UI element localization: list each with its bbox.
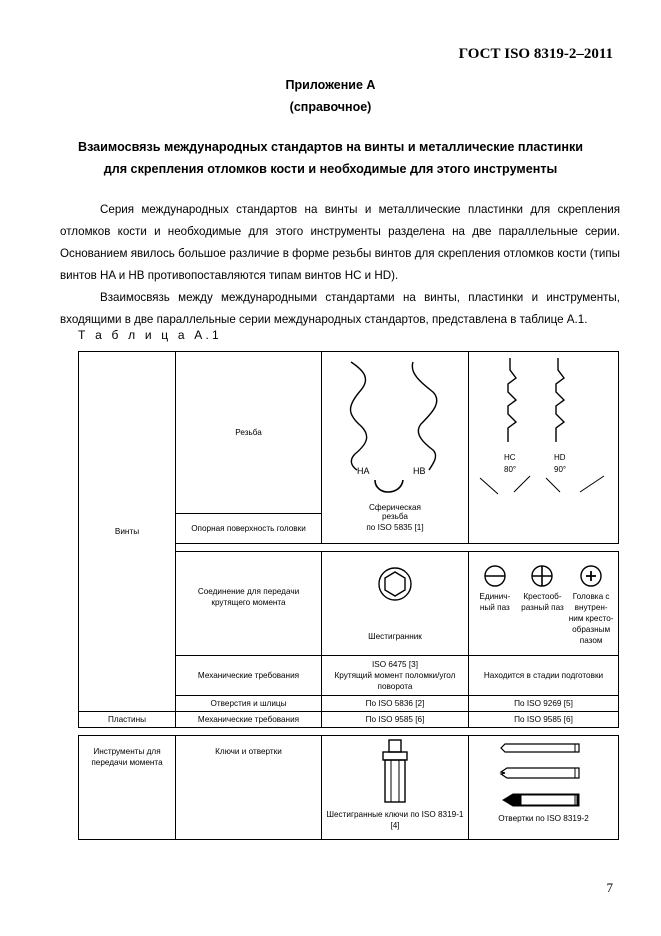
heading-line-1: Взаимосвязь международных стандартов на винты и металлические пластинки: [77, 140, 584, 154]
standards-table: [78, 351, 619, 840]
cell-conical-thread: [469, 352, 619, 544]
cell-instruments: Инструменты для передачи момента: [79, 736, 176, 840]
cell-in-preparation: Находится в стадии подготовки: [469, 656, 619, 696]
cell-iso9269: По ISO 9269 [5]: [469, 696, 619, 712]
annex-type: (справочное): [289, 100, 372, 114]
cell-iso9585-b: По ISO 9585 [6]: [469, 712, 619, 728]
annex-title: Приложение А: [285, 78, 376, 92]
cross-recess: Головка с внутрен-ним кресто-образным пазом: [568, 564, 614, 646]
label-hc: HC: [503, 453, 516, 462]
label-ha: HA: [356, 466, 370, 476]
label-hb: HB: [412, 466, 426, 476]
paragraph-2: Взаимосвязь между международными стандартами на винты, пластинки и инструменты, входящими в две параллельные серии международных стандартов, представлена в таблице А.1.: [60, 291, 620, 326]
angle-hd: 90°: [553, 465, 566, 474]
spherical-thread-icon: [323, 352, 468, 512]
cell-mech-iso: ISO 6475 [3] Крутящий момент поломки/угол поворота: [322, 656, 469, 696]
cell-bearing-surface: Опорная поверхность головки: [176, 514, 322, 544]
cell-slot-types: [469, 552, 619, 656]
page-number: 7: [606, 880, 613, 895]
paragraph-1: Серия международных стандартов на винты и металлические пластинки для скрепления отломков кости и необходимые для этого инструменты разделена на две параллельные серии. Основанием явилось большое различие в форме резьбы винтов для скрепления отломков кости (типы винтов HA и HB противопоставляются типам винтов HC и HD).: [60, 203, 620, 282]
table-caption: Т а б л и ц а А.1: [78, 328, 222, 342]
spherical-caption: резьба по ISO 5835 [1]: [366, 512, 424, 532]
heading-line-2: для скрепления отломков кости и необходимые для этого инструменты: [103, 162, 558, 176]
cell-holes-slots: Отверстия и шлицы: [176, 696, 322, 712]
cell-spherical-thread: [322, 352, 469, 544]
single-slot: Единич-ный паз: [473, 564, 517, 646]
cell-screwdrivers: Отвертки по ISO 8319-2: [469, 736, 619, 840]
cell-plates: Пластины: [79, 712, 176, 728]
cell-screws: Винты: [79, 352, 176, 712]
cell-thread: Резьба: [176, 352, 322, 514]
body-text: [60, 199, 620, 331]
cell-mech-req: Механические требования: [176, 656, 322, 696]
cell-hex-keys: Шестигранные ключи по ISO 8319-1 [4]: [322, 736, 469, 840]
conical-thread-icon: [470, 352, 618, 512]
cross-recess-icon: [579, 564, 603, 588]
heading: [40, 136, 621, 180]
single-slot-icon: [483, 564, 507, 588]
cross-slot-icon: [530, 564, 554, 588]
cross-slot: Крестооб-разный паз: [520, 564, 564, 646]
cell-iso5836: По ISO 5836 [2]: [322, 696, 469, 712]
hexagon-socket-icon: [375, 564, 415, 604]
hex-key-icon: [375, 738, 415, 804]
cell-plates-mech: Механические требования: [176, 712, 322, 728]
cell-hexagon: Шестигранник: [322, 552, 469, 656]
spherical-line-1: Сферическая: [368, 503, 421, 512]
cell-torque-connection: Соединение для передачи крутящего момента: [176, 552, 322, 656]
angle-hc: 80°: [503, 465, 516, 474]
cell-keys-screwdrivers: Ключи и отвертки: [176, 736, 322, 840]
label-hd: HD: [553, 453, 566, 462]
screwdriver-icon: [499, 738, 589, 810]
standard-number: ГОСТ ISO 8319-2–2011: [458, 46, 613, 62]
cell-iso9585-a: По ISO 9585 [6]: [322, 712, 469, 728]
